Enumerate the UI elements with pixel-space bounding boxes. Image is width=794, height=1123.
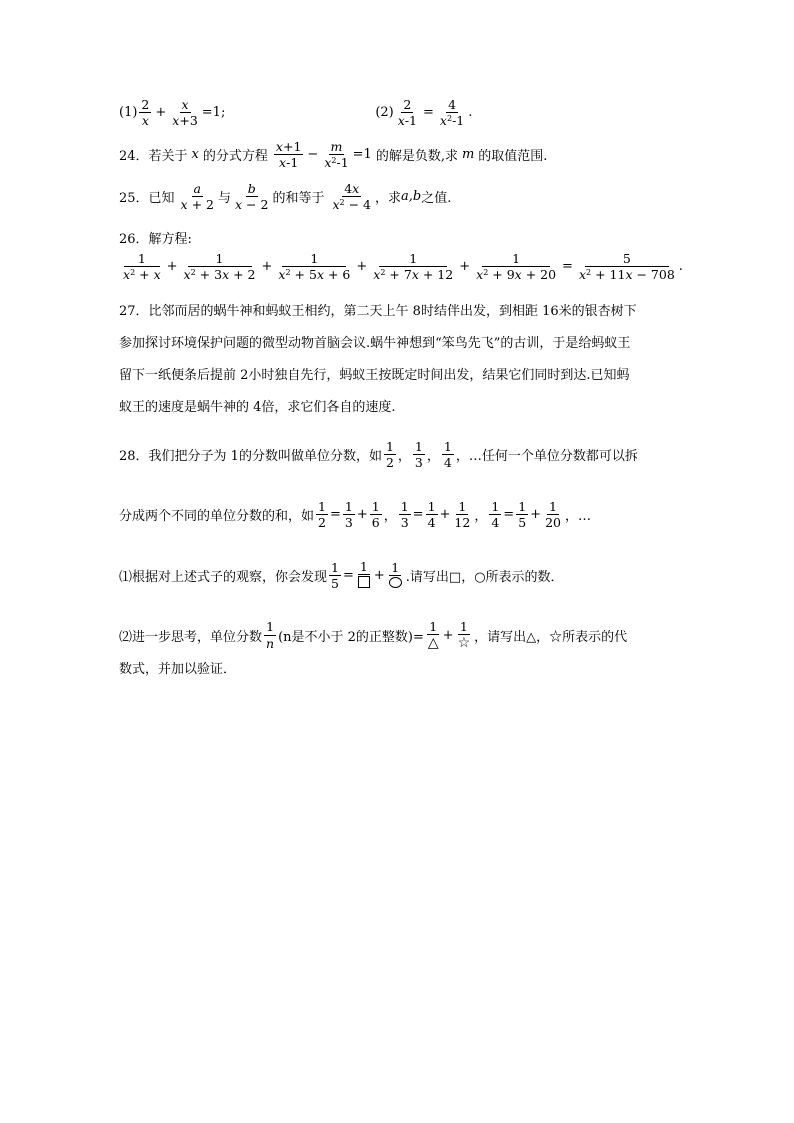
fraction: $\frac{1}{4}$	[443, 439, 452, 471]
fraction: $\frac{2}{x}$	[141, 97, 150, 129]
circle-icon	[389, 577, 402, 588]
q28-part2-prefix: ⑵进一步思考，单位分数	[119, 629, 263, 645]
fraction: $\frac{x}{x+3}$	[172, 97, 198, 129]
q27-line-2: 参加探讨环境保护问题的微型动物首脑会议.蜗牛神想到“笨鸟先飞”的古训，于是给蚂蚁王	[119, 336, 631, 351]
fraction: $\frac{1}{3}$	[344, 499, 353, 531]
q28-part-2: ⑵进一步思考，单位分数 $\frac{1}{n}$ (n是不小于 2的正整数)= $\frac{1}{\triangle}$ + $\frac{1}{☆}$ ，请写出△，☆所表示的代	[119, 619, 628, 652]
fraction: $\frac{5}{x^2 + 11x - 708}$	[578, 251, 675, 283]
q28-line-2: 分成两个不同的单位分数的和，如 $\frac{1}{2}$ = $\frac{1}{3}$ + $\frac{1}{6}$ ， $\frac{1}{3}$ = $\frac{1}{4}$ + $\frac{1}{12}$ ， $\frac{1}{4}$ = $\frac{1}{5}$ + $\frac{1}{20}$ ，…	[119, 499, 591, 531]
q24-var-m: m	[461, 147, 475, 163]
q24-suffix-a: 的解是负数,求	[375, 149, 458, 165]
fraction: $\frac{1}{4}$	[491, 499, 500, 531]
q26-title: 26．解方程:	[119, 232, 192, 247]
fraction: $\frac{1}{x^2 + 7x + 12}$	[373, 251, 454, 283]
fraction: $\frac{1}{2}$	[385, 439, 394, 471]
fraction: $\frac{1}{x^2 + x}$	[123, 251, 161, 283]
q23-equations: (1) $\frac{2}{x}$ + $\frac{x}{x+3}$ =1; (2) $\frac{2}{x-1}$ = $\frac{4}{x^2-1}$ .	[119, 97, 473, 129]
question-26-equation: $\frac{1}{x^2 + x}$ + $\frac{1}{x^2 + 3x + 2}$ + $\frac{1}{x^2 + 5x + 6}$ + $\frac{1}{x^2 + 7x + 12}$ + $\frac{1}{x^2 + 9x + 20}$ = $\frac{5}{x^2 + 11x - 708}$ .	[123, 251, 683, 283]
fraction: $\frac{4}{x^2-1}$	[439, 97, 465, 129]
question-26-title	[119, 228, 192, 247]
q28-line1-prefix: 28．我们把分子为 1的分数叫做单位分数，如	[119, 449, 382, 465]
fraction: $\frac{1}{5}$	[331, 559, 339, 591]
fraction: $\frac{1}{x^2 + 9x + 20}$	[476, 251, 557, 283]
q27-line-1: 27．比邻而居的蜗牛神和蚂蚁王相约，第二天上午 8时结伴出发，到相距 16米的银杏树下	[119, 304, 637, 319]
q28-part-1: ⑴根据对上述式子的观察，你会发现 $\frac{1}{5}$ = 1 + 1 .请写出□，○所表示的数．	[119, 559, 564, 591]
fraction: $\frac{1}{4}$	[427, 499, 436, 531]
fraction: $\frac{1}{3}$	[400, 499, 409, 531]
q27-line-3: 留下一纸便条后提前 2小时独自先行，蚂蚁王按既定时间出发，结果它们同时到达.已知蚂	[119, 368, 630, 383]
q23-part1-label: (1)	[119, 105, 138, 121]
fraction: $\frac{1}{n}$	[266, 619, 275, 651]
q24-var-x: x	[191, 147, 199, 163]
fraction: $\frac{2}{x-1}$	[397, 97, 417, 129]
q28-part2-mid: (n是不小于 2的正整数)=	[278, 629, 424, 645]
fraction: $\frac{1}{2}$	[318, 499, 326, 531]
question-25	[119, 182, 451, 211]
fraction: $\frac{1}{5}$	[518, 499, 527, 531]
fraction-square: 1	[356, 560, 372, 590]
fraction: $\frac{1}{x^2 + 3x + 2}$	[183, 251, 256, 283]
fraction-circle: 1	[387, 561, 404, 590]
q28-part1-prefix: ⑴根据对上述式子的观察，你会发现	[119, 569, 328, 585]
q23-part1-tail: =1;	[201, 105, 226, 121]
q28-part2-suffix: ，请写出△，☆所表示的代	[474, 629, 628, 645]
q23-part2-tail: .	[468, 105, 473, 121]
fraction: $\frac{1}{3}$	[414, 439, 423, 471]
q27-line-4: 蚁王的速度是蜗牛神的 4倍，求它们各自的速度.	[119, 400, 396, 415]
fraction: $\frac{1}{20}$	[545, 499, 561, 531]
square-icon	[358, 576, 370, 588]
q25-end: 之值.	[421, 191, 452, 207]
q28-line2-suffix: ，…	[564, 509, 591, 525]
fraction: $\frac{4x}{x^2 - 4}$	[332, 181, 371, 213]
q25-and: 与	[217, 191, 231, 207]
fraction: $\frac{x+1}{x-1}$	[275, 139, 302, 171]
q28-line-1: 28．我们把分子为 1的分数叫做单位分数，如 $\frac{1}{2}$ ， $\frac{1}{3}$ ， $\frac{1}{4}$ ，…任何一个单位分数都可以拆	[119, 439, 638, 471]
q28-line2-prefix: 分成两个不同的单位分数的和，如	[119, 509, 315, 525]
q25-prefix: 25．已知	[119, 191, 175, 207]
q24-mid: 的分式方程	[202, 149, 268, 165]
fraction: $\frac{1}{x^2 + 5x + 6}$	[278, 251, 351, 283]
triangle-icon: △	[427, 635, 439, 652]
q28-part1-suffix: .请写出□，○所表示的数．	[405, 569, 564, 585]
q25-vars: a,b	[401, 189, 422, 205]
fraction: $\frac{m}{x^2-1}$	[324, 139, 349, 171]
q24-suffix-b: 的取值范围.	[478, 149, 548, 165]
q24-eq-tail: =1	[352, 147, 372, 163]
q24-prefix: 24．若关于	[119, 149, 188, 165]
fraction: $\frac{b}{x - 2}$	[235, 181, 269, 213]
question-24: 24．若关于 x 的分式方程 $\frac{x+1}{x-1}$ − $\frac{m}{x^2-1}$ =1 的解是负数,求 m 的取值范围.	[119, 139, 548, 171]
fraction-star: $\frac{1}{☆}$	[457, 619, 471, 652]
star-icon: ☆	[457, 635, 471, 652]
q25-tail: ，求	[374, 191, 401, 207]
q28-part2-line-2: 数式，并加以验证．	[119, 662, 237, 677]
q23-part2-label: (2)	[375, 105, 394, 121]
fraction: $\frac{1}{12}$	[454, 499, 471, 531]
fraction-triangle: $\frac{1}{\triangle}$	[427, 619, 439, 652]
q28-line1-suffix: ，…任何一个单位分数都可以拆	[455, 449, 638, 465]
fraction: $\frac{1}{6}$	[371, 499, 380, 531]
fraction: $\frac{a}{x + 2}$	[180, 181, 214, 213]
q25-sum-eq: 的和等于	[272, 191, 325, 207]
